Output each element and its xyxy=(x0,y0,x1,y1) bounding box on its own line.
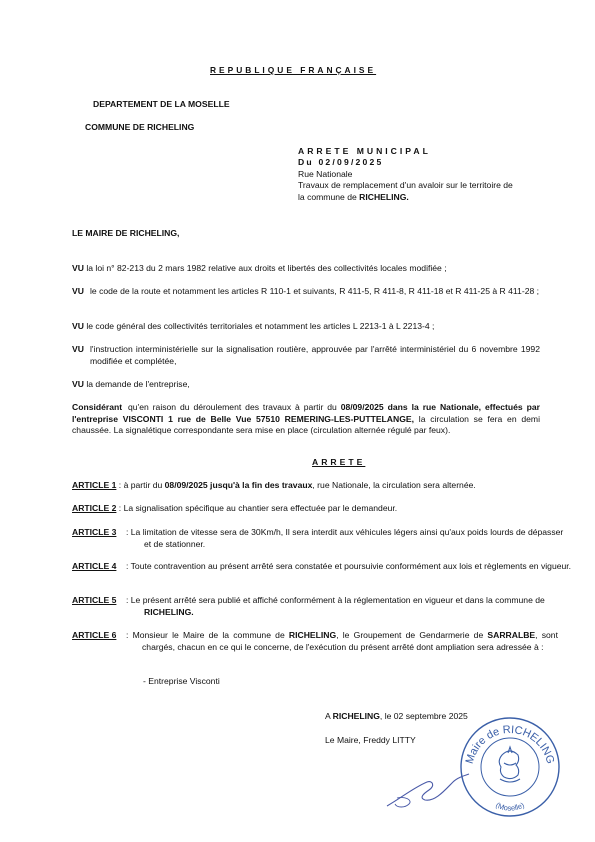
article-6-text: : Monsieur le Maire de la commune de RICHELING, le Groupement de Gendarmerie de SARRALBE, sont chargés, chacun en ce qui le concerne, de l'exécution du présent arrêté dont ampliation sera adressée à : xyxy=(126,630,558,652)
commune-heading: COMMUNE DE RICHELING xyxy=(85,122,195,132)
marianne-emblem xyxy=(499,747,520,782)
arrete-subject-line1: Travaux de remplacement d'un avaloir sur le territoire de xyxy=(298,180,513,190)
article-6-recipient: - Entreprise Visconti xyxy=(143,676,220,686)
article-5-label: ARTICLE 5 xyxy=(72,595,117,605)
arrete-date: Du 02/09/2025 xyxy=(298,157,384,167)
signature-place-date: A RICHELING, le 02 septembre 2025 xyxy=(325,711,468,721)
mayor-title: LE MAIRE DE RICHELING, xyxy=(72,228,180,238)
signer-name: Le Maire, Freddy LITTY xyxy=(325,735,416,745)
republic-heading: REPUBLIQUE FRANÇAISE xyxy=(210,65,377,75)
vu-item: le code de la route et notamment les articles R 110-1 et suivants, R 411-5, R 411-8, R 411-18 et R 411-25 à R 411-28 ; xyxy=(90,286,540,296)
arrete-heading: ARRETE xyxy=(312,457,366,467)
department-heading: DEPARTEMENT DE LA MOSELLE xyxy=(93,99,230,109)
stamp-text: Maire de RICHELING xyxy=(463,723,557,766)
arrete-title: ARRETE MUNICIPAL xyxy=(298,146,431,156)
considerant-text: qu'en raison du déroulement des travaux à partir du 08/09/2025 dans la rue Nationale, effectués par l'entreprise VISCONTI 1 rue de Belle Vue 57510 REMERING-LES-PUTTELANGE, la circulation se fera en demi chaussée. La signalétique correspondante sera mise en place (circulation alternée régulé par feux). xyxy=(72,402,540,435)
vu-item: VU la demande de l'entreprise, xyxy=(72,379,190,389)
vu-label: VU xyxy=(72,344,84,354)
article-5-text: : Le présent arrêté sera publié et affiché conformément à la réglementation en vigueur et dans la commune de RICHELING. xyxy=(126,595,545,617)
article-3-text: : La limitation de vitesse sera de 30Km/h, Il sera interdit aux véhicules légers ainsi qu'aux poids lourds de dépasser et de stationner. xyxy=(126,527,564,549)
article-1: ARTICLE 1 : à partir du 08/09/2025 jusqu'à la fin des travaux, rue Nationale, la circulation sera alternée. xyxy=(72,480,476,490)
mayor-stamp xyxy=(458,715,562,819)
arrete-subject-line2: la commune de RICHELING. xyxy=(298,192,409,202)
arrete-street: Rue Nationale xyxy=(298,169,353,179)
article-3-label: ARTICLE 3 xyxy=(72,527,117,537)
mayor-signature xyxy=(383,768,473,813)
vu-item: l'instruction interministérielle sur la signalisation routière, approuvée par l'arrêté interministériel du 6 novembre 1992 modifiée et complétée, xyxy=(90,344,540,366)
article-2: ARTICLE 2 : La signalisation spécifique au chantier sera effectuée par le demandeur. xyxy=(72,503,398,513)
considerant-label: Considérant xyxy=(72,402,123,412)
article-4-label: ARTICLE 4 xyxy=(72,561,117,571)
article-6-label: ARTICLE 6 xyxy=(72,630,117,640)
article-4-text: : Toute contravention au présent arrêté sera constatée et poursuivie conformément aux lois et règlements en vigueur. xyxy=(126,561,572,571)
vu-item: VU le code général des collectivités territoriales et notamment les articles L 2213-1 à L 2213-4 ; xyxy=(72,321,435,331)
vu-label: VU xyxy=(72,286,84,296)
stamp-subtext: (Moselle) xyxy=(494,800,526,813)
vu-item: VU la loi n° 82-213 du 2 mars 1982 relative aux droits et libertés des collectivités locales modifiée ; xyxy=(72,263,447,273)
